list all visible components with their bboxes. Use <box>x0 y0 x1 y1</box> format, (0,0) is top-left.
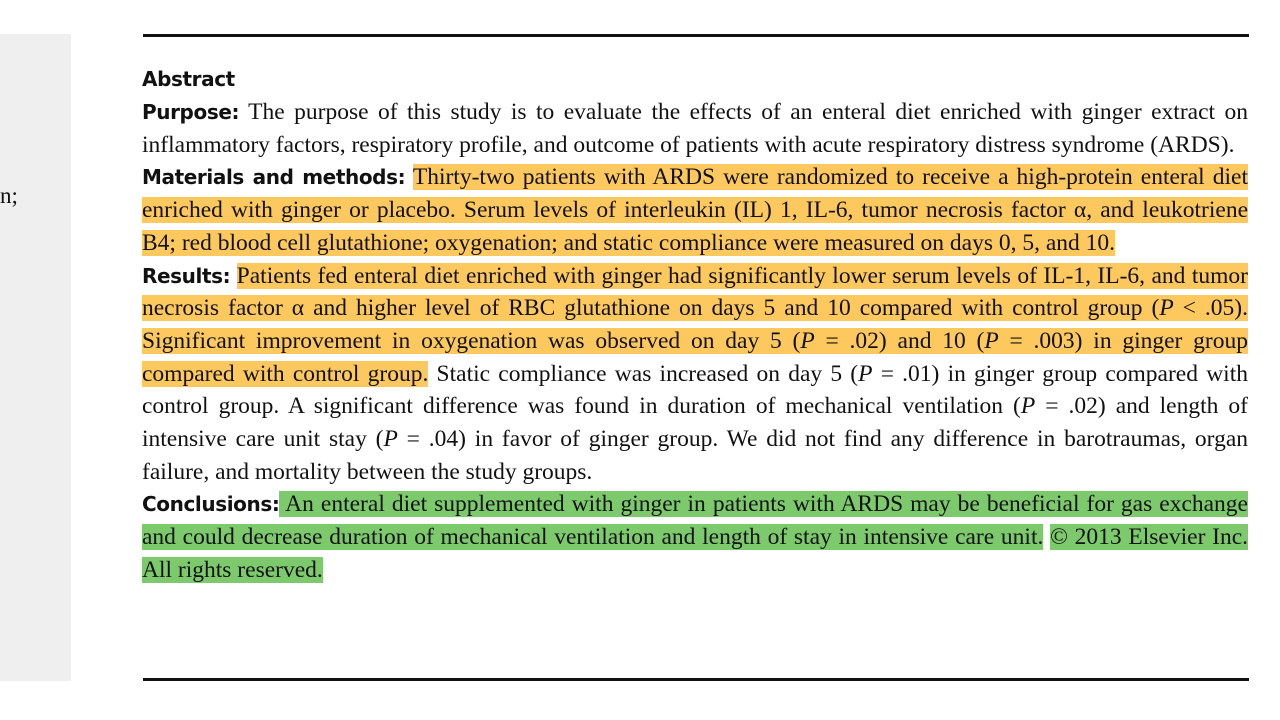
results-text-4: = .003) in ginger group compared with control group. <box>142 327 1248 387</box>
methods-section <box>142 161 1248 259</box>
side-text-fragment: n; <box>0 183 18 208</box>
results-text-2: < .05). Significant improvement in oxygenation was observed on day 5 ( <box>142 295 1248 354</box>
results-text-1: Patients fed enteral diet enriched with ginger had significantly lower serum levels of IL-1, IL-6, and tumor necrosis factor α and higher level of RBC glutathione on days 5 and 10 compared with control group ( <box>142 262 1248 322</box>
left-sidebar-panel <box>0 34 71 681</box>
results-text-5: Static compliance was increased on day 5 ( <box>428 360 859 387</box>
p-value-symbol: P <box>1159 295 1174 322</box>
methods-text: Thirty-two patients with ARDS were randomized to receive a high-protein enteral diet enriched with ginger or placebo. Serum levels of interleukin (IL) 1, IL-6, tumor necrosis factor α, and leukotriene B4; red blood cell glutathione; oxygenation; and static compliance were measured on days 0, 5, and 10. <box>142 164 1248 256</box>
p-value-symbol: P <box>383 426 398 453</box>
p-value-symbol: P <box>984 327 999 354</box>
results-text-7: = .02) and length of intensive care unit stay ( <box>142 393 1248 453</box>
results-text-8: = .04) in favor of ginger group. We did not find any difference in barotraumas, organ failure, and mortality between the study groups. <box>142 426 1248 485</box>
p-value-symbol: P <box>800 327 815 354</box>
abstract-block <box>142 62 1248 587</box>
conclusions-label: Conclusions: <box>142 492 280 517</box>
conclusions-section <box>142 488 1248 586</box>
results-label: Results: <box>142 263 231 288</box>
results-section <box>142 260 1248 489</box>
conclusions-text: An enteral diet supplemented with ginger in patients with ARDS may be beneficial for gas exchange and could decrease duration of mechanical ventilation and length of stay in intensive care unit. <box>142 491 1248 551</box>
bottom-rule <box>143 678 1249 681</box>
purpose-section <box>142 96 1248 161</box>
purpose-label: Purpose: <box>142 100 240 124</box>
purpose-text: The purpose of this study is to evaluate the effects of an enteral diet enriched with ginger extract on inflammatory factors, respiratory profile, and outcome of patients with acute respiratory distress syndrome (ARDS). <box>142 99 1248 158</box>
methods-label: Materials and methods: <box>142 165 406 190</box>
top-rule <box>143 34 1249 37</box>
p-value-symbol: P <box>1020 393 1036 420</box>
abstract-heading: Abstract <box>142 67 235 91</box>
p-value-symbol: P <box>858 360 873 387</box>
results-text-3: = .02) and 10 ( <box>814 327 985 354</box>
copyright-notice: © 2013 Elsevier Inc. All rights reserved. <box>142 524 1249 583</box>
results-text-6: = .01) in ginger group compared with control group. A significant difference was found in duration of mechanical ventilation ( <box>142 360 1248 420</box>
